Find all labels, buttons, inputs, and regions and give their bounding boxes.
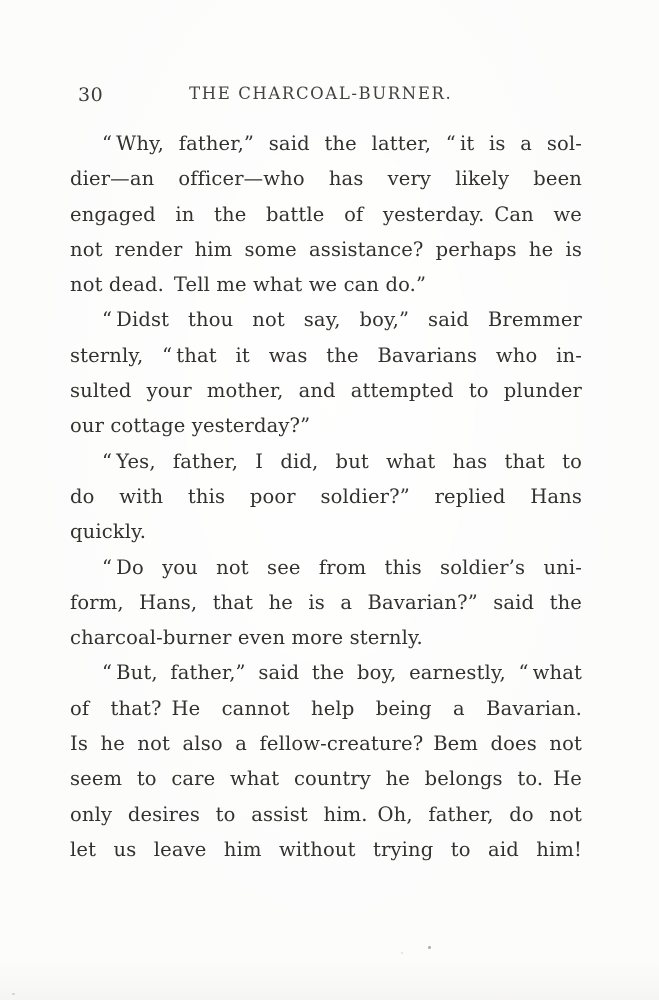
paragraph [70,126,582,302]
text-line: “ Didst thou not say, boy,” said Bremmer [102,308,582,332]
scan-speck [401,952,403,954]
paragraph [70,655,582,867]
text-line: charcoal-burner even more sternly. [70,626,423,650]
text-line: quickly. [70,520,147,544]
text-line: sulted your mother, and attempted to plunder [70,379,582,403]
text-line: only desires to assist him. Oh, father, do not [70,802,582,826]
paragraph [70,302,582,443]
paragraph [70,550,582,656]
text-line: form, Hans, that he is a Bavarian?” said the [70,590,582,614]
text-line: Is he not also a fellow-creature? Bem does not [70,732,582,756]
scan-speck [12,993,15,995]
text-line: of that? He cannot help being a Bavarian. [70,696,582,720]
scan-speck [428,946,431,949]
text-line: “ Yes, father, I did, but what has that to [102,449,582,473]
page-number: 30 [78,84,104,106]
text-line: our cottage yesterday?” [70,414,311,438]
text-line: “ Do you not see from this soldier’s uni- [102,555,582,579]
running-title: THE CHARCOAL-BURNER. [189,84,453,103]
text-line: let us leave him without trying to aid him! [70,837,582,861]
text-line: do with this poor soldier?” replied Hans [70,484,582,508]
text-line: not render him some assistance? perhaps he is [70,237,582,261]
text-line: seem to care what country he belongs to. He [70,767,582,791]
text-line: dier—an officer—who has very likely been [70,167,582,191]
page-header [70,84,582,106]
text-line: sternly, “ that it was the Bavarians who in- [70,343,582,367]
text-line: “ Why, father,” said the latter, “ it is a sol- [102,132,582,155]
text-line: “ But, father,” said the boy, earnestly, “ what [102,661,582,685]
text-block [70,126,582,867]
text-line: not dead. Tell me what we can do.” [70,273,427,297]
paragraph [70,444,582,550]
text-line: engaged in the battle of yesterday. Can we [70,202,582,226]
